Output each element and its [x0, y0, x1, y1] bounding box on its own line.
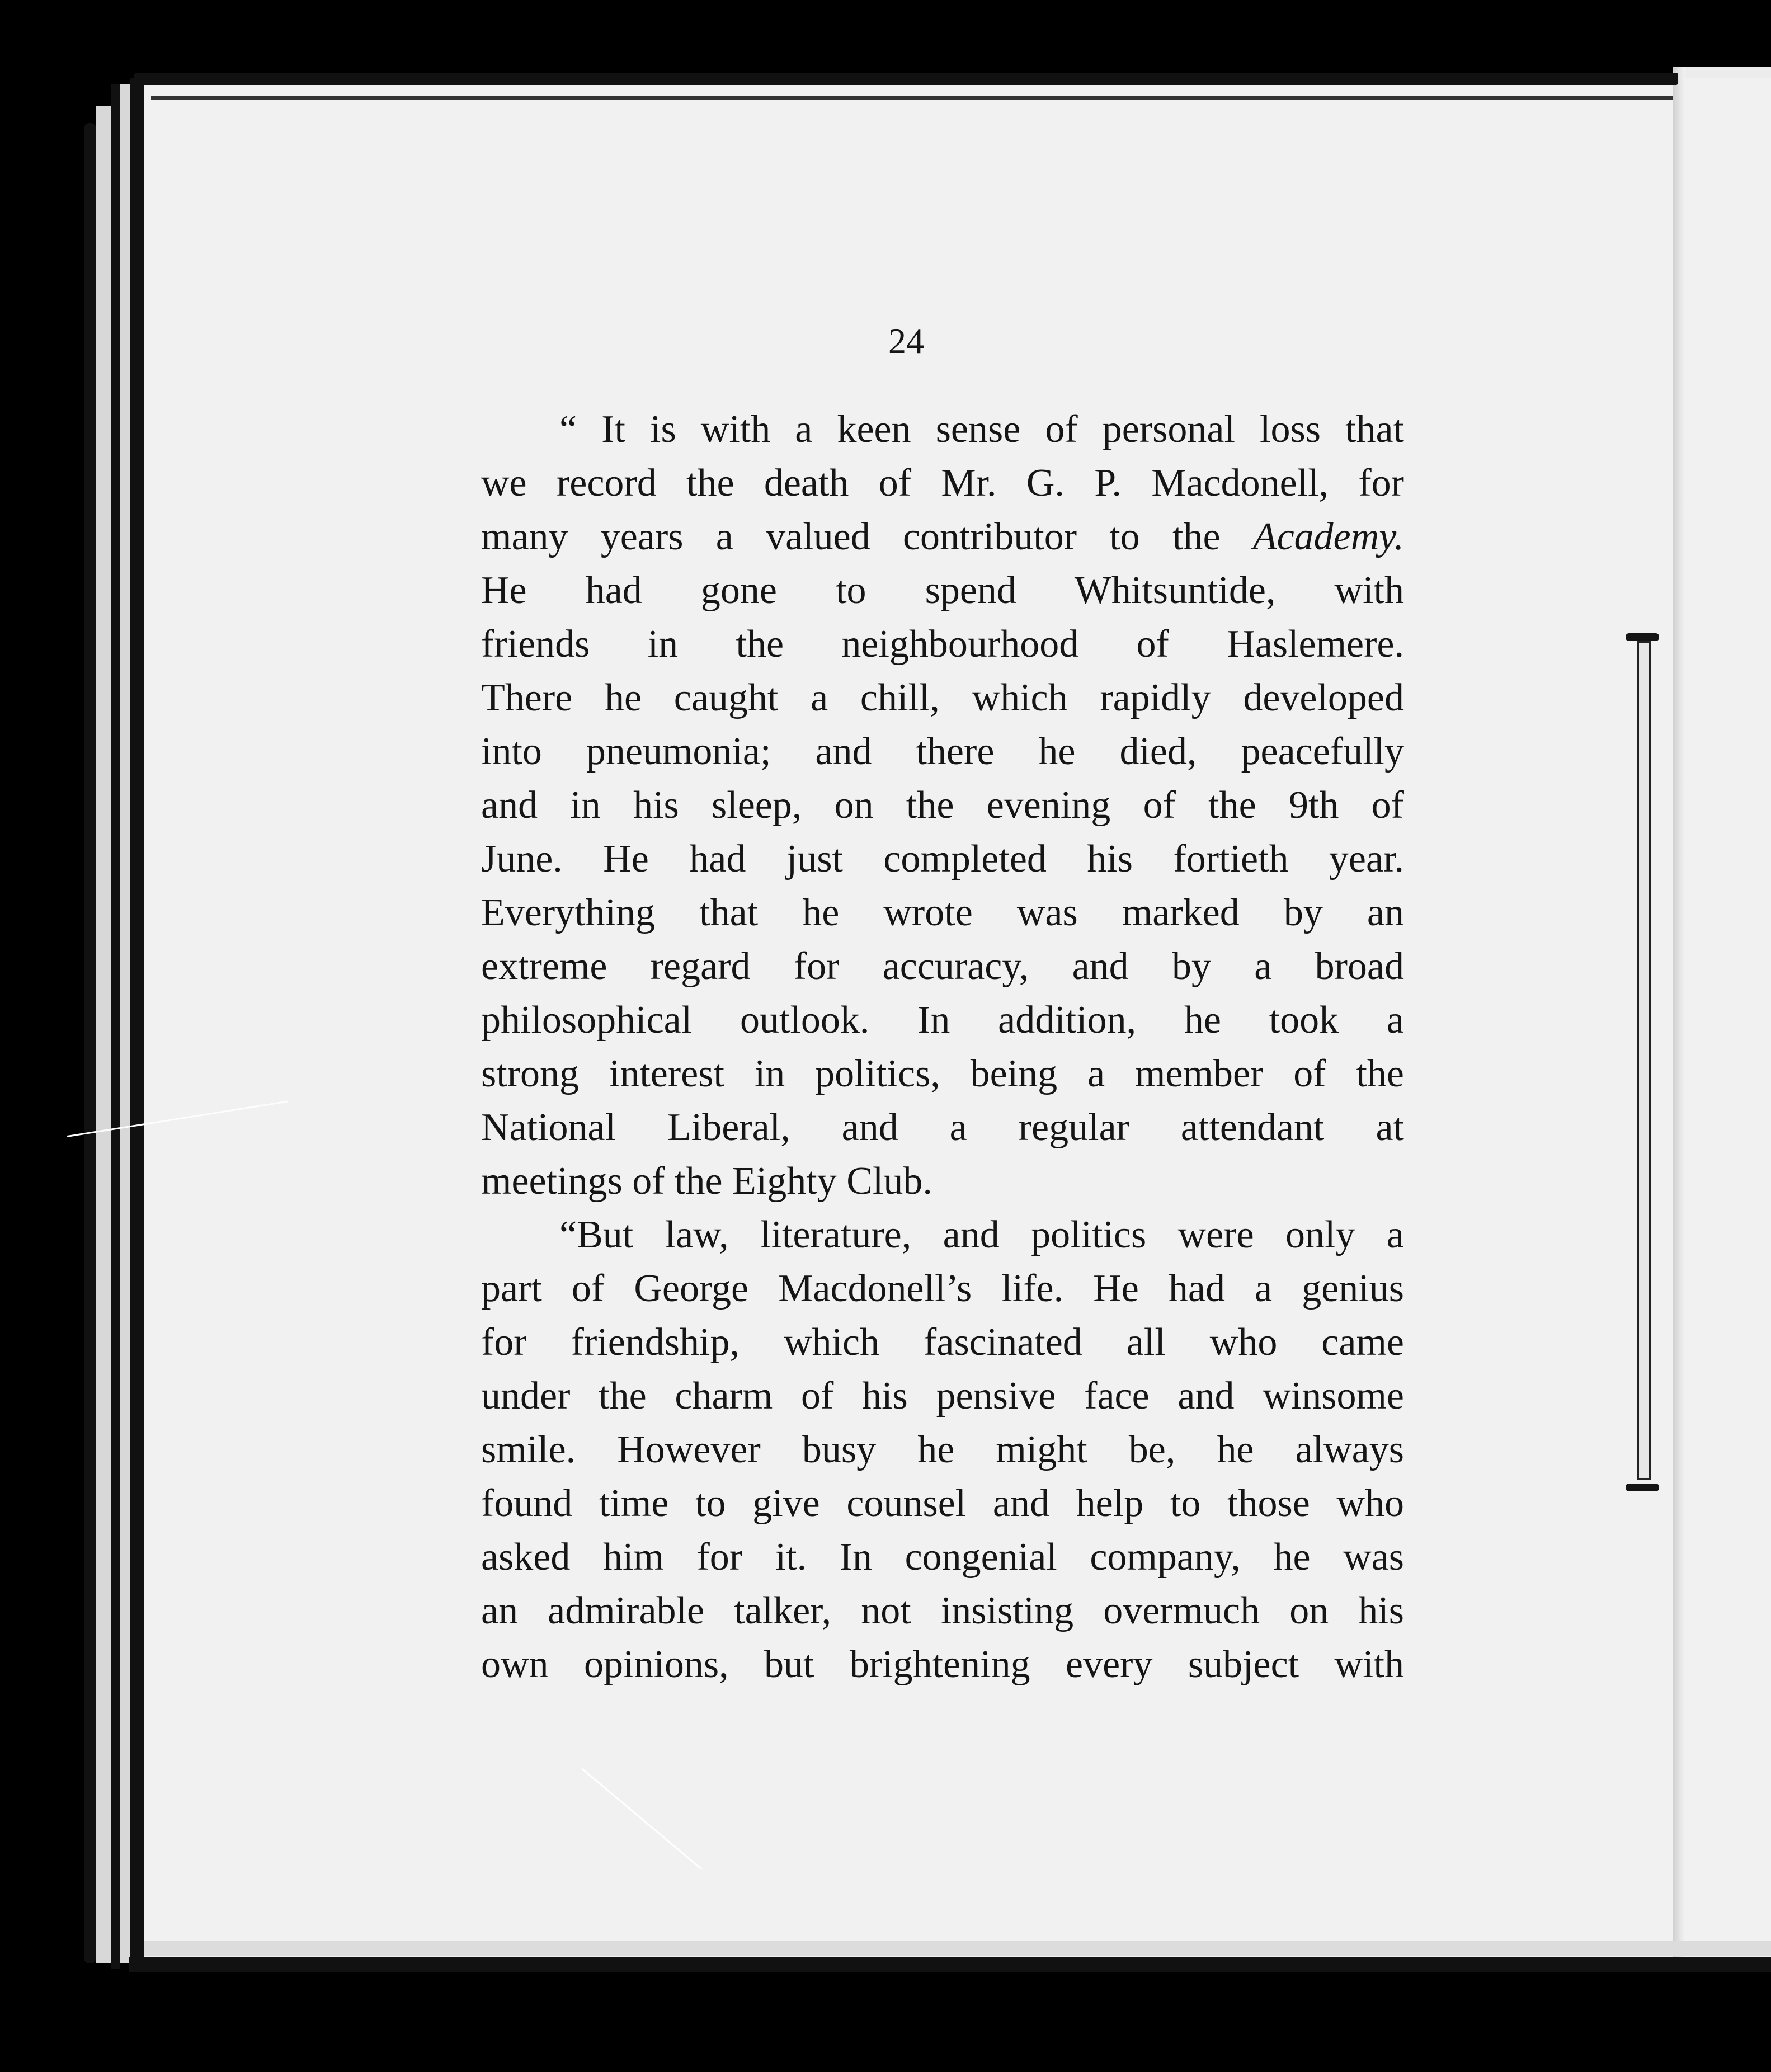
ribbon-marker	[1637, 641, 1651, 1480]
text-line: There he caught a chill, which rapidly developed	[481, 676, 1404, 719]
text-line: for friendship, which fascinated all who came	[481, 1321, 1404, 1364]
text-line: asked him for it. In congenial company, he was	[481, 1536, 1404, 1579]
text-line: into pneumonia; and there he died, peacefully	[481, 730, 1404, 773]
text-line-start: many years a valued contributor to the	[481, 515, 1253, 558]
ribbon-bottom-cap	[1626, 1484, 1659, 1491]
text-line: Everything that he wrote was marked by an	[481, 891, 1404, 934]
page-edge-left-light	[96, 106, 111, 1963]
text-line: we record the death of Mr. G. P. Macdonell, for	[481, 462, 1404, 505]
text-line: friends in the neighbourhood of Haslemere.	[481, 623, 1404, 666]
page-top-rule	[151, 96, 1673, 100]
page-edge-left-outer	[84, 123, 96, 1963]
page-bottom-light	[144, 1941, 1771, 1956]
text-line: extreme regard for accuracy, and by a broad	[481, 945, 1404, 988]
page-edge-left-light-2	[120, 84, 130, 1963]
text-line: “ It is with a keen sense of personal loss that	[559, 408, 1404, 451]
text-line: found time to give counsel and help to those who	[481, 1482, 1404, 1525]
page-edge-left-mid	[111, 84, 120, 1969]
text-line: “But law, literature, and politics were only a	[559, 1213, 1404, 1256]
text-line: own opinions, but brightening every subject with	[481, 1643, 1404, 1686]
text-line: meetings of the Eighty Club.	[481, 1160, 932, 1203]
text-line: National Liberal, and a regular attendant at	[481, 1106, 1404, 1149]
text-line: strong interest in politics, being a member of the	[481, 1052, 1404, 1095]
text-line: an admirable talker, not insisting overmuch on his	[481, 1589, 1404, 1632]
text-line: He had gone to spend Whitsuntide, with	[481, 569, 1404, 612]
page-number: 24	[888, 321, 924, 361]
page-top-border	[134, 73, 1678, 85]
page-bottom-border	[129, 1957, 1771, 1972]
page-edge-left-inner	[130, 78, 144, 1969]
text-line: part of George Macdonell’s life. He had a genius	[481, 1267, 1404, 1310]
text-line: under the charm of his pensive face and winsome	[481, 1374, 1404, 1418]
text-line: and in his sleep, on the evening of the 9th of	[481, 784, 1404, 827]
text-line: smile. However busy he might be, he always	[481, 1428, 1404, 1471]
ribbon-top-cap	[1626, 633, 1659, 641]
journal-title: Academy.	[1252, 515, 1404, 558]
page-body-text	[481, 403, 1404, 1692]
gutter-shadow	[1673, 67, 1685, 1963]
text-line	[481, 510, 1404, 564]
text-line: June. He had just completed his fortieth year.	[481, 837, 1404, 880]
text-line: philosophical outlook. In addition, he took a	[481, 999, 1404, 1042]
